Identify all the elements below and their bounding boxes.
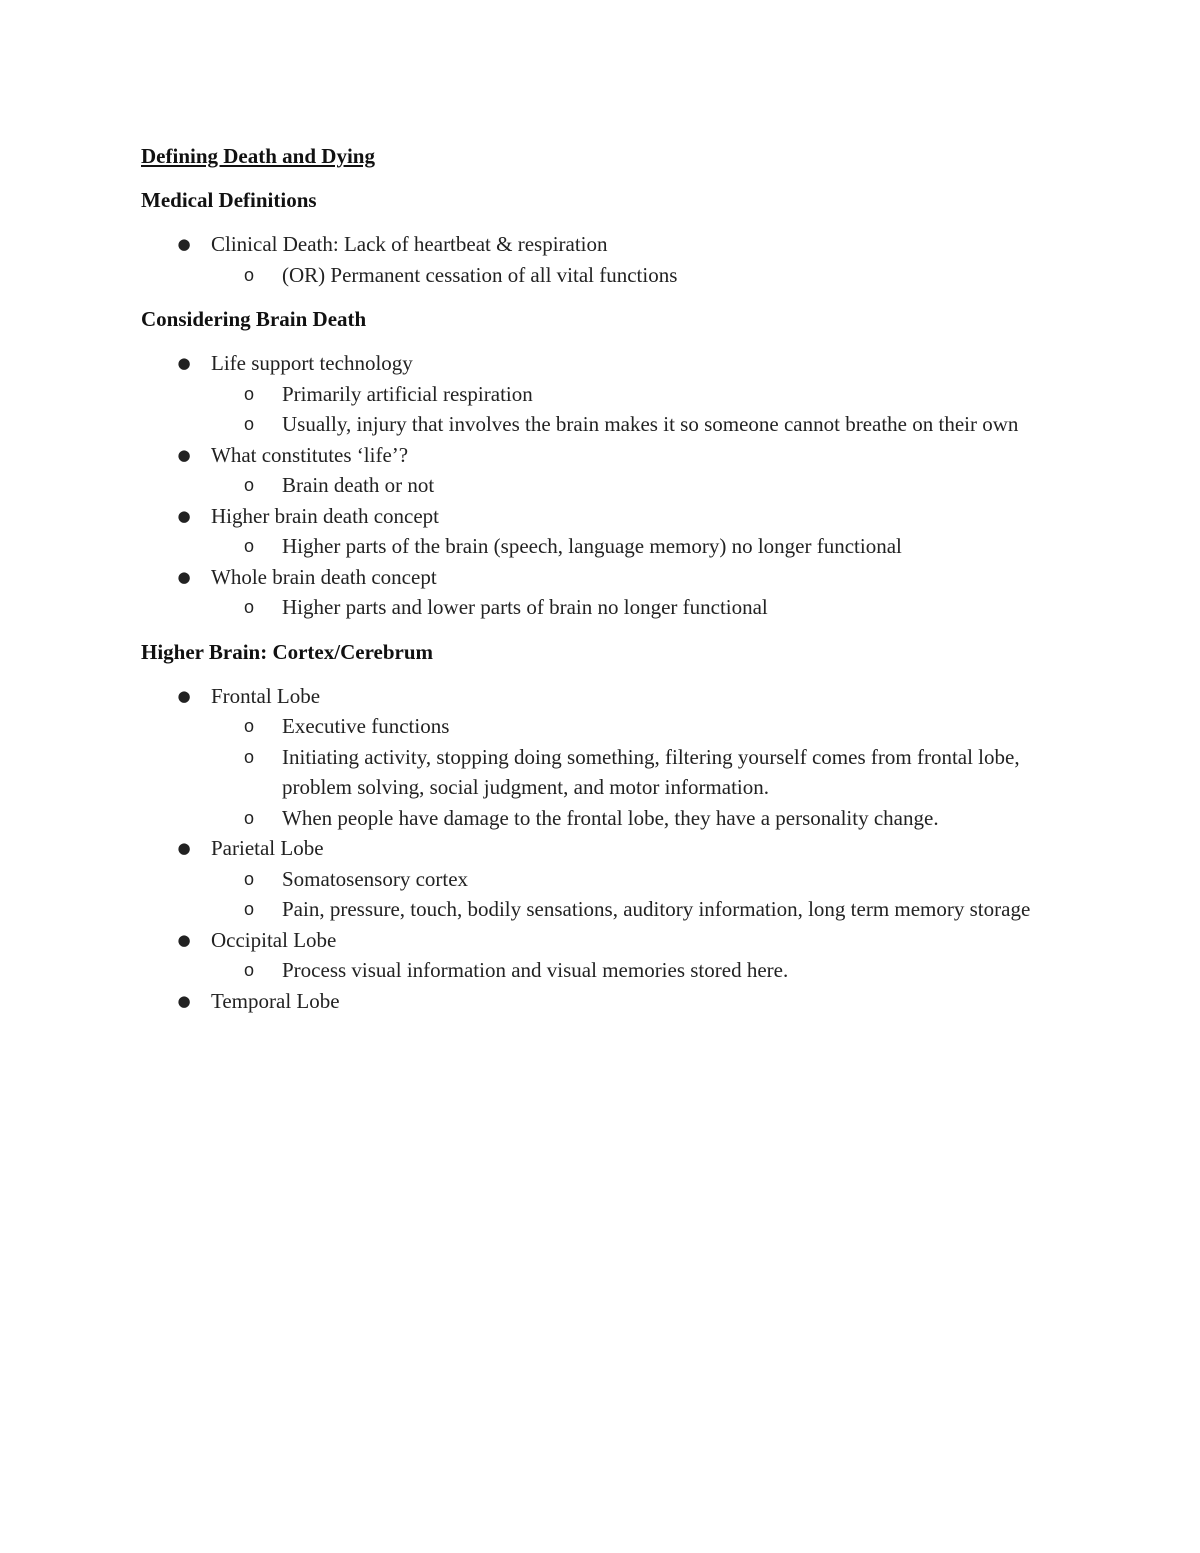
bullet-list [141, 229, 1071, 290]
hollow-bullet-icon: o [244, 383, 255, 404]
sub-list-item-text: Brain death or not [282, 473, 435, 497]
document-page [141, 141, 1071, 1030]
bullet-icon: ● [177, 567, 191, 586]
sub-list-item [211, 531, 1071, 562]
sub-bullet-list [141, 955, 1071, 986]
bullet-icon: ● [177, 686, 191, 705]
document-sections [141, 185, 1071, 1016]
sub-list-item [211, 379, 1071, 410]
list-item [141, 229, 1071, 290]
sub-list-item [211, 260, 1071, 291]
document-title: Defining Death and Dying [141, 144, 375, 168]
list-item-text: Parietal Lobe [211, 836, 324, 860]
bullet-list [141, 681, 1071, 1017]
section-heading: Higher Brain: Cortex/Cerebrum [141, 639, 434, 664]
list-item-text: Temporal Lobe [211, 988, 340, 1013]
list-item-text: What constitutes ‘life’? [211, 442, 409, 467]
sub-bullet-list [141, 470, 1071, 501]
sub-bullet-list [141, 531, 1071, 562]
list-item [141, 562, 1071, 623]
list-item [141, 833, 1071, 925]
list-item-text: Occipital Lobe [211, 927, 337, 952]
sub-bullet-list [141, 379, 1071, 440]
sub-list-item-text: (OR) Permanent cessation of all vital functions [282, 262, 678, 287]
sub-list-item-text: Usually, injury that involves the brain makes it so someone cannot breathe on their own [282, 412, 1019, 436]
sub-list-item-text: Higher parts of the brain (speech, language memory) no longer functional [282, 534, 902, 558]
sub-list-item-text: Pain, pressure, touch, bodily sensations, auditory information, long term memory storage [282, 897, 1031, 921]
list-item-text: Higher brain death concept [211, 503, 439, 528]
hollow-bullet-icon: o [244, 899, 255, 919]
sub-list-item [211, 592, 1071, 623]
sub-bullet-list [141, 592, 1071, 623]
bullet-icon: ● [177, 235, 191, 253]
bullet-list [141, 348, 1071, 623]
sub-list-item-text: Higher parts and lower parts of brain no longer functional [282, 595, 768, 619]
list-item-text: Clinical Death: Lack of heartbeat & respiration [211, 232, 608, 256]
sub-list-item [211, 470, 1071, 501]
hollow-bullet-icon: o [244, 475, 255, 495]
list-item [141, 348, 1071, 440]
section-heading: Considering Brain Death [141, 307, 367, 331]
hollow-bullet-icon: o [244, 536, 255, 556]
list-item-text: Whole brain death concept [211, 564, 437, 589]
bullet-icon: ● [177, 354, 191, 372]
section-heading: Medical Definitions [141, 188, 317, 212]
list-item [141, 925, 1071, 986]
list-item-text: Life support technology [211, 351, 413, 375]
hollow-bullet-icon: o [244, 716, 255, 736]
hollow-bullet-icon: o [244, 597, 255, 617]
sub-list-item [211, 955, 1071, 986]
sub-bullet-list [141, 711, 1071, 833]
sub-list-item [211, 742, 1071, 803]
bullet-icon: ● [177, 839, 191, 857]
bullet-icon: ● [177, 506, 191, 525]
sub-list-item [211, 711, 1071, 742]
hollow-bullet-icon: o [244, 807, 255, 828]
hollow-bullet-icon: o [244, 868, 255, 889]
list-item [141, 440, 1071, 501]
sub-list-item-text: Executive functions [282, 714, 450, 738]
sub-list-item-text: Primarily artificial respiration [282, 381, 533, 406]
sub-list-item [211, 894, 1071, 925]
sub-list-item [211, 409, 1071, 440]
hollow-bullet-icon: o [244, 960, 255, 980]
bullet-icon: ● [177, 930, 191, 949]
list-item [141, 986, 1071, 1017]
hollow-bullet-icon: o [244, 746, 255, 767]
sub-list-item [211, 864, 1071, 895]
sub-bullet-list [141, 260, 1071, 291]
bullet-icon: ● [177, 991, 191, 1010]
list-item [141, 501, 1071, 562]
hollow-bullet-icon: o [244, 414, 255, 434]
sub-list-item-text: Process visual information and visual memories stored here. [282, 958, 789, 982]
sub-list-item-text: When people have damage to the frontal lobe, they have a personality change. [282, 805, 939, 830]
hollow-bullet-icon: o [244, 264, 255, 285]
bullet-icon: ● [177, 445, 191, 464]
sub-list-item-text: Somatosensory cortex [282, 866, 469, 891]
list-item [141, 681, 1071, 834]
sub-bullet-list [141, 864, 1071, 925]
sub-list-item-text: Initiating activity, stopping doing something, filtering yourself comes from frontal lobe, problem solving, social judgment, and motor information. [282, 744, 1020, 799]
list-item-text: Frontal Lobe [211, 683, 321, 708]
sub-list-item [211, 803, 1071, 834]
